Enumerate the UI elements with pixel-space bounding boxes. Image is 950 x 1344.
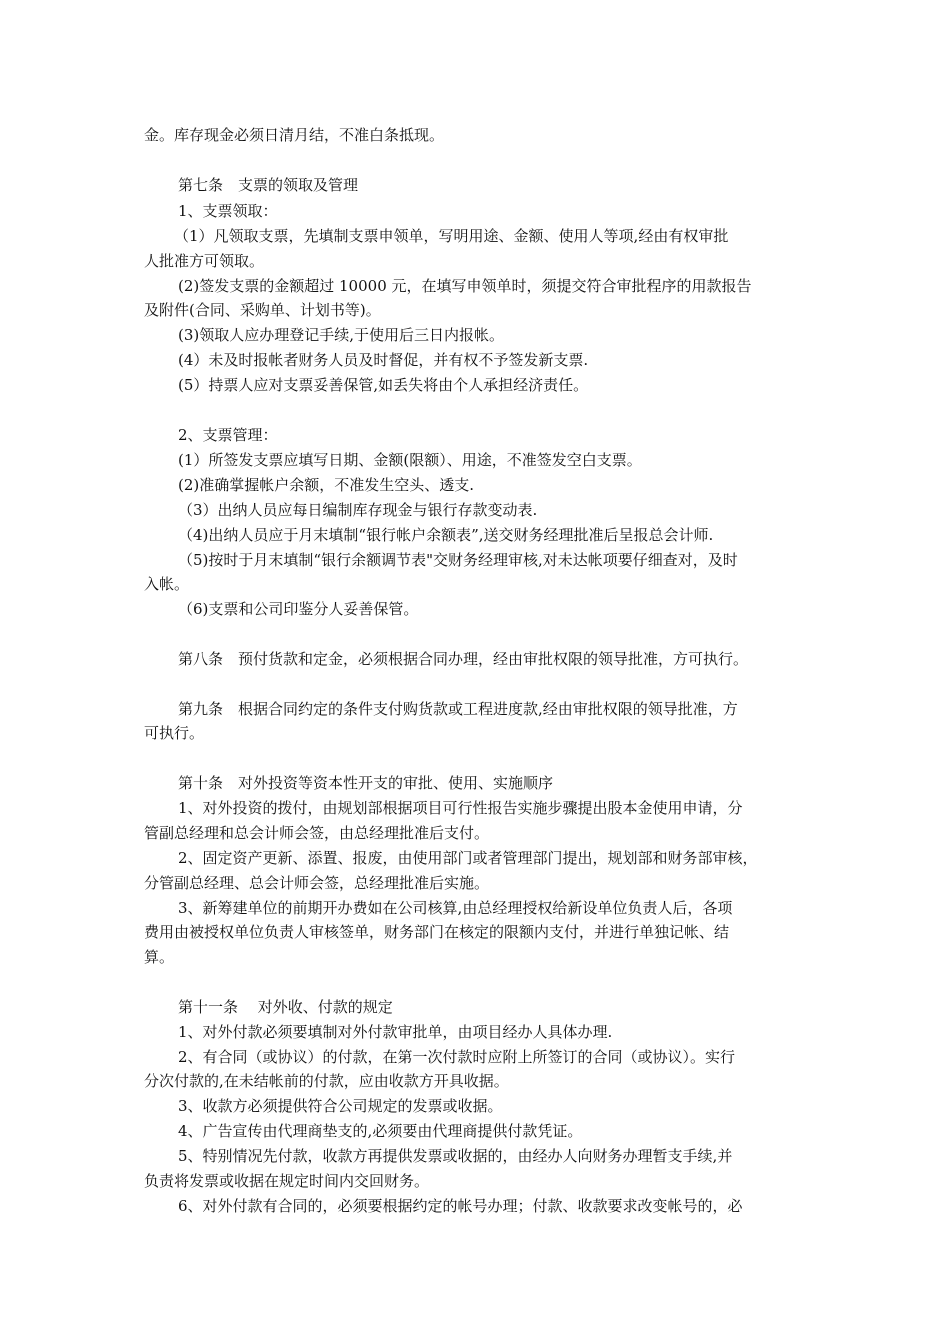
text-line: 2、固定资产更新、添置、报废，由使用部门或者管理部门提出，规划部和财务部审核，	[178, 849, 758, 867]
text-line: 1、对外投资的拨付，由规划部根据项目可行性报告实施步骤提出股本金使用申请，分	[178, 799, 743, 817]
text-line: 3、新筹建单位的前期开办费如在公司核算,由总经理授权给新设单位负责人后，各项	[178, 899, 733, 917]
text-line: 1、支票领取：	[178, 202, 278, 220]
section-heading: 第七条 支票的领取及管理	[178, 176, 359, 194]
text-line: 2、有合同（或协议）的付款，在第一次付款时应附上所签订的合同（或协议）。实行	[178, 1048, 736, 1066]
text-line: 算。	[144, 948, 175, 966]
text-line: 3、收款方必须提供符合公司规定的发票或收据。	[178, 1097, 503, 1115]
text-line: (5）持票人应对支票妥善保管,如丢失将由个人承担经济责任。	[178, 376, 589, 394]
text-line: 可执行。	[144, 724, 205, 742]
text-line: （1）凡领取支票，先填制支票申领单，写明用途、金额、使用人等项,经由有权审批	[174, 227, 729, 245]
text-line: (4）未及时报帐者财务人员及时督促，并有权不予签发新支票.	[178, 351, 589, 369]
text-line: (2)准确掌握帐户余额，不准发生空头、透支.	[178, 476, 475, 494]
text-line: 1、对外付款必须要填制对外付款审批单，由项目经办人具体办理.	[178, 1023, 613, 1041]
text-line: 负责将发票或收据在规定时间内交回财务。	[144, 1172, 430, 1190]
text-line: (1）所签发支票应填写日期、金额(限额）、用途，不准签发空白支票。	[178, 451, 642, 469]
text-line: 费用由被授权单位负责人审核签单，财务部门在核定的限额内支付，并进行单独记帐、结	[144, 923, 730, 941]
text-line: 分次付款的,在未结帐前的付款，应由收款方开具收据。	[144, 1072, 509, 1090]
text-line: 2、支票管理：	[178, 426, 278, 444]
text-line: (2)签发支票的金额超过 10000 元，在填写申领单时，须提交符合审批程序的用款报告	[178, 277, 752, 295]
text-line: （5)按时于月末填制“银行余额调节表"交财务经理审核,对未达帐项要仔细查对，及时	[178, 551, 738, 569]
text-line: 及附件(合同、采购单、计划书等)。	[144, 301, 381, 319]
text-line: （4)出纳人员应于月末填制“银行帐户余额表”,送交财务经理批准后呈报总会计师.	[178, 526, 714, 544]
text-line: （3）出纳人员应每日编制库存现金与银行存款变动表.	[178, 501, 538, 519]
section-heading: 第九条 根据合同约定的条件支付购货款或工程进度款,经由审批权限的领导批准，方	[178, 700, 738, 718]
section-heading: 第八条 预付货款和定金，必须根据合同办理，经由审批权限的领导批准，方可执行。	[178, 650, 749, 668]
text-line: （6)支票和公司印鉴分人妥善保管。	[178, 600, 419, 618]
text-line: (3)领取人应办理登记手续,于使用后三日内报帐。	[178, 326, 505, 344]
text-line: 分管副总经理、总会计师会签，总经理批准后实施。	[144, 874, 490, 892]
section-heading: 第十条 对外投资等资本性开支的审批、使用、实施顺序	[178, 774, 554, 792]
text-line: 5、特别情况先付款，收款方再提供发票或收据的，由经办人向财务办理暂支手续,并	[178, 1147, 733, 1165]
text-line: 金。库存现金必须日清月结，不准白条抵现。	[144, 126, 445, 144]
text-line: 人批准方可领取。	[144, 252, 265, 270]
text-line: 6、对外付款有合同的，必须要根据约定的帐号办理；付款、收款要求改变帐号的，必	[178, 1197, 743, 1215]
section-heading: 第十一条 对外收、付款的规定	[178, 998, 393, 1016]
text-line: 入帐。	[144, 575, 190, 593]
text-line: 管副总经理和总会计师会签，由总经理批准后支付。	[144, 824, 490, 842]
text-line: 4、广告宣传由代理商垫支的,必须要由代理商提供付款凭证。	[178, 1122, 583, 1140]
